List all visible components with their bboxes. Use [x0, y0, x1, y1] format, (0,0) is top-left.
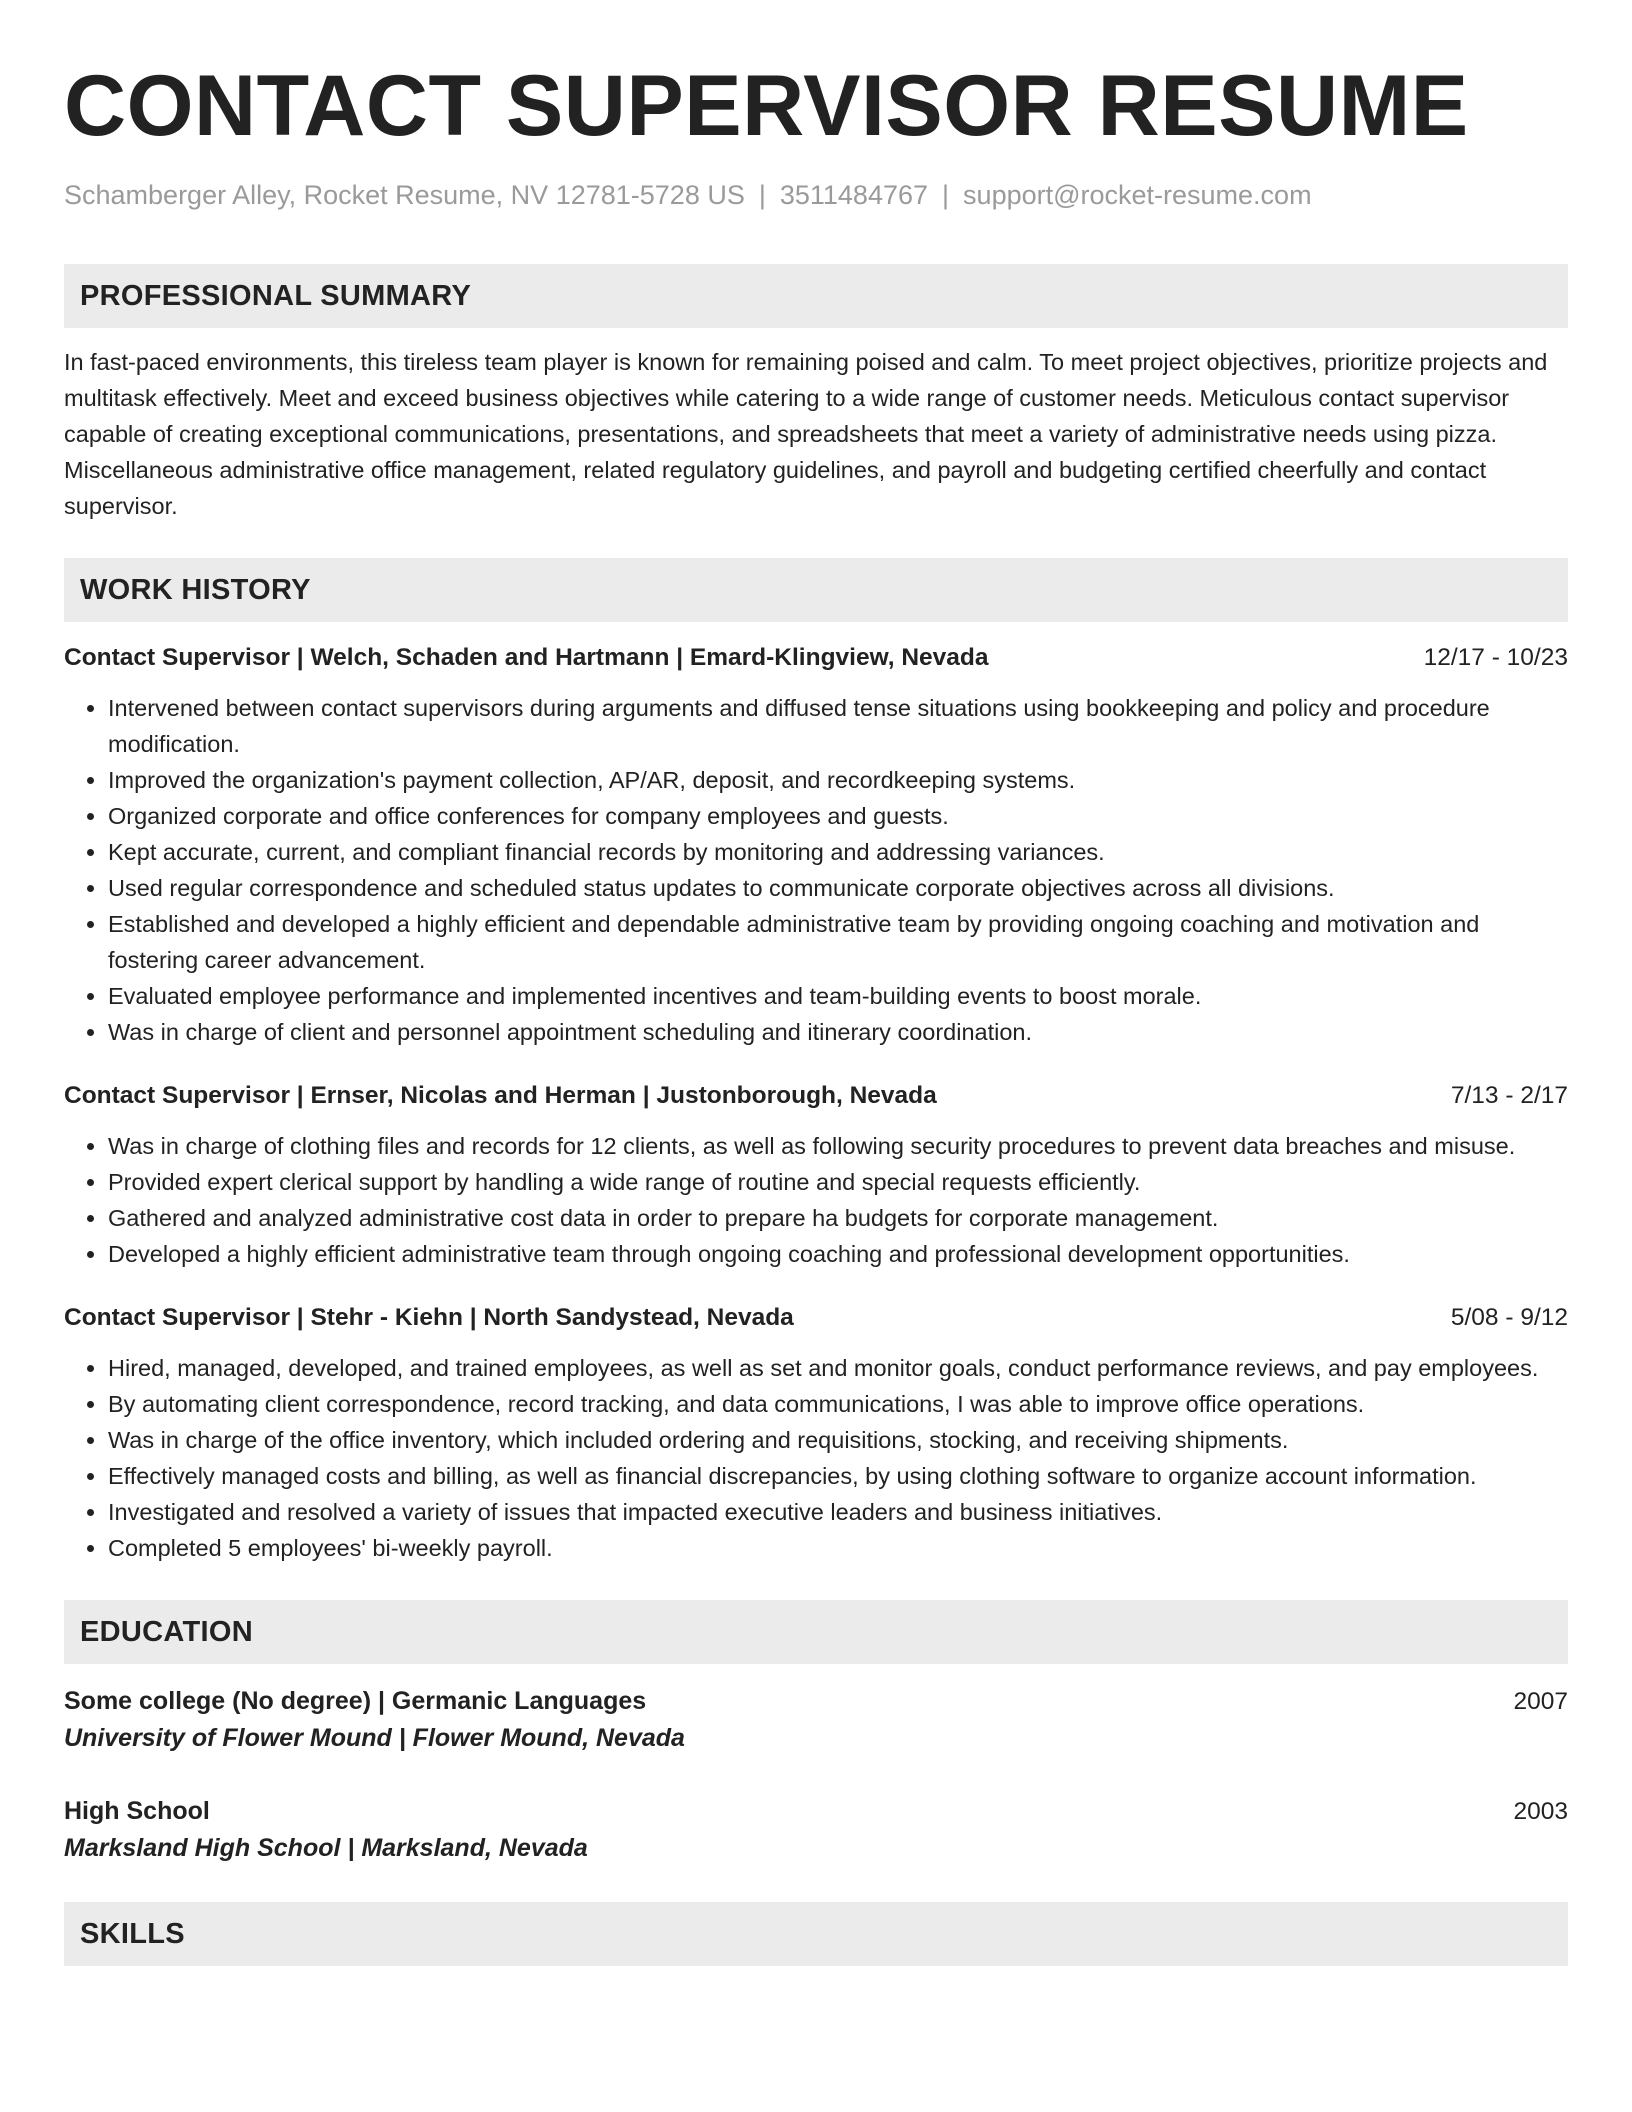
job-bullet: • Effectively managed costs and billing, as well as financial discrepancies, by using clothing software to organize account information.	[108, 1458, 1568, 1494]
contact-phone: 3511484767	[779, 180, 929, 210]
education-year: 2003	[1513, 1798, 1568, 1825]
contact-line	[64, 178, 1568, 212]
job-title: Contact Supervisor | Welch, Schaden and Hartmann | Emard-Klingview, Nevada	[64, 644, 989, 671]
job-bullet: • Improved the organization's payment collection, AP/AR, deposit, and recordkeeping systems.	[108, 762, 1568, 798]
contact-email: support@rocket-resume.com	[963, 180, 1312, 210]
education-entry	[64, 1792, 1568, 1866]
job-bullet: • Hired, managed, developed, and trained employees, as well as set and monitor goals, conduct performance reviews, and pay employees.	[108, 1350, 1568, 1386]
section-header-skills: SKILLS	[64, 1902, 1568, 1966]
education-school: University of Flower Mound | Flower Mound, Nevada	[64, 1724, 685, 1752]
job-title: Contact Supervisor | Ernser, Nicolas and Herman | Justonborough, Nevada	[64, 1082, 937, 1109]
job-header-row	[64, 640, 1568, 676]
education-degree: Some college (No degree) | Germanic Languages	[64, 1687, 647, 1715]
job-dates: 5/08 - 9/12	[1450, 1304, 1568, 1331]
job-entry	[64, 640, 1568, 1050]
education-school: Marksland High School | Marksland, Nevada	[64, 1834, 588, 1862]
education-degree: High School	[64, 1797, 210, 1825]
job-bullets	[64, 690, 1568, 1050]
contact-address: Schamberger Alley, Rocket Resume, NV 12781-5728 US	[64, 180, 745, 210]
job-bullet: • Investigated and resolved a variety of issues that impacted executive leaders and business initiatives.	[108, 1494, 1568, 1530]
job-bullets	[64, 1128, 1568, 1272]
job-entry	[64, 1300, 1568, 1566]
job-dates: 7/13 - 2/17	[1450, 1082, 1568, 1109]
job-bullet: • Gathered and analyzed administrative cost data in order to prepare ha budgets for corporate management.	[108, 1200, 1568, 1236]
job-bullet: • By automating client correspondence, record tracking, and data communications, I was able to improve office operations.	[108, 1386, 1568, 1422]
education-header-row	[64, 1682, 1568, 1720]
summary-text: In fast-paced environments, this tireless team player is known for remaining poised and calm. To meet project objectives, prioritize projects and multitask effectively. Meet and exceed business objectives while catering to a wide range of customer needs. Meticulous contact supervisor capable of creating exceptional communications, presentations, and spreadsheets that meet a variety of administrative needs using pizza. Miscellaneous administrative office management, related regulatory guidelines, and payroll and budgeting certified cheerfully and contact supervisor.	[64, 349, 1548, 519]
job-bullet: • Established and developed a highly efficient and dependable administrative team by providing ongoing coaching and motivation and fostering career advancement.	[108, 906, 1568, 978]
job-header-row	[64, 1078, 1568, 1114]
job-bullet: • Completed 5 employees' bi-weekly payroll.	[108, 1530, 1568, 1566]
job-bullet: • Intervened between contact supervisors during arguments and diffused tense situations using bookkeeping and policy and procedure modification.	[108, 690, 1568, 762]
job-bullet: • Was in charge of client and personnel appointment scheduling and itinerary coordination.	[108, 1014, 1568, 1050]
contact-separator: |	[758, 180, 766, 210]
section-header-education: EDUCATION	[64, 1600, 1568, 1664]
section-header-summary: PROFESSIONAL SUMMARY	[64, 264, 1568, 328]
job-bullets	[64, 1350, 1568, 1566]
job-header-row	[64, 1300, 1568, 1336]
resume-title: CONTACT SUPERVISOR RESUME	[64, 58, 1469, 154]
job-dates: 12/17 - 10/23	[1423, 644, 1568, 671]
education-entry	[64, 1682, 1568, 1756]
education-header-row	[64, 1792, 1568, 1830]
job-bullet: • Evaluated employee performance and implemented incentives and team-building events to boost morale.	[108, 978, 1568, 1014]
job-bullet: • Kept accurate, current, and compliant financial records by monitoring and addressing variances.	[108, 834, 1568, 870]
job-title: Contact Supervisor | Stehr - Kiehn | North Sandystead, Nevada	[64, 1304, 794, 1331]
job-bullet: • Organized corporate and office conferences for company employees and guests.	[108, 798, 1568, 834]
job-bullet: • Was in charge of the office inventory, which included ordering and requisitions, stocking, and receiving shipments.	[108, 1422, 1568, 1458]
job-bullet: • Provided expert clerical support by handling a wide range of routine and special requests efficiently.	[108, 1164, 1568, 1200]
contact-separator: |	[942, 180, 950, 210]
section-header-work-history: WORK HISTORY	[64, 558, 1568, 622]
job-bullet: • Used regular correspondence and scheduled status updates to communicate corporate objectives across all divisions.	[108, 870, 1568, 906]
job-bullet: • Was in charge of clothing files and records for 12 clients, as well as following security procedures to prevent data breaches and misuse.	[108, 1128, 1568, 1164]
education-year: 2007	[1513, 1688, 1568, 1715]
resume-page	[64, 0, 1568, 1966]
job-entry	[64, 1078, 1568, 1272]
job-bullet: • Developed a highly efficient administrative team through ongoing coaching and professional development opportunities.	[108, 1236, 1568, 1272]
